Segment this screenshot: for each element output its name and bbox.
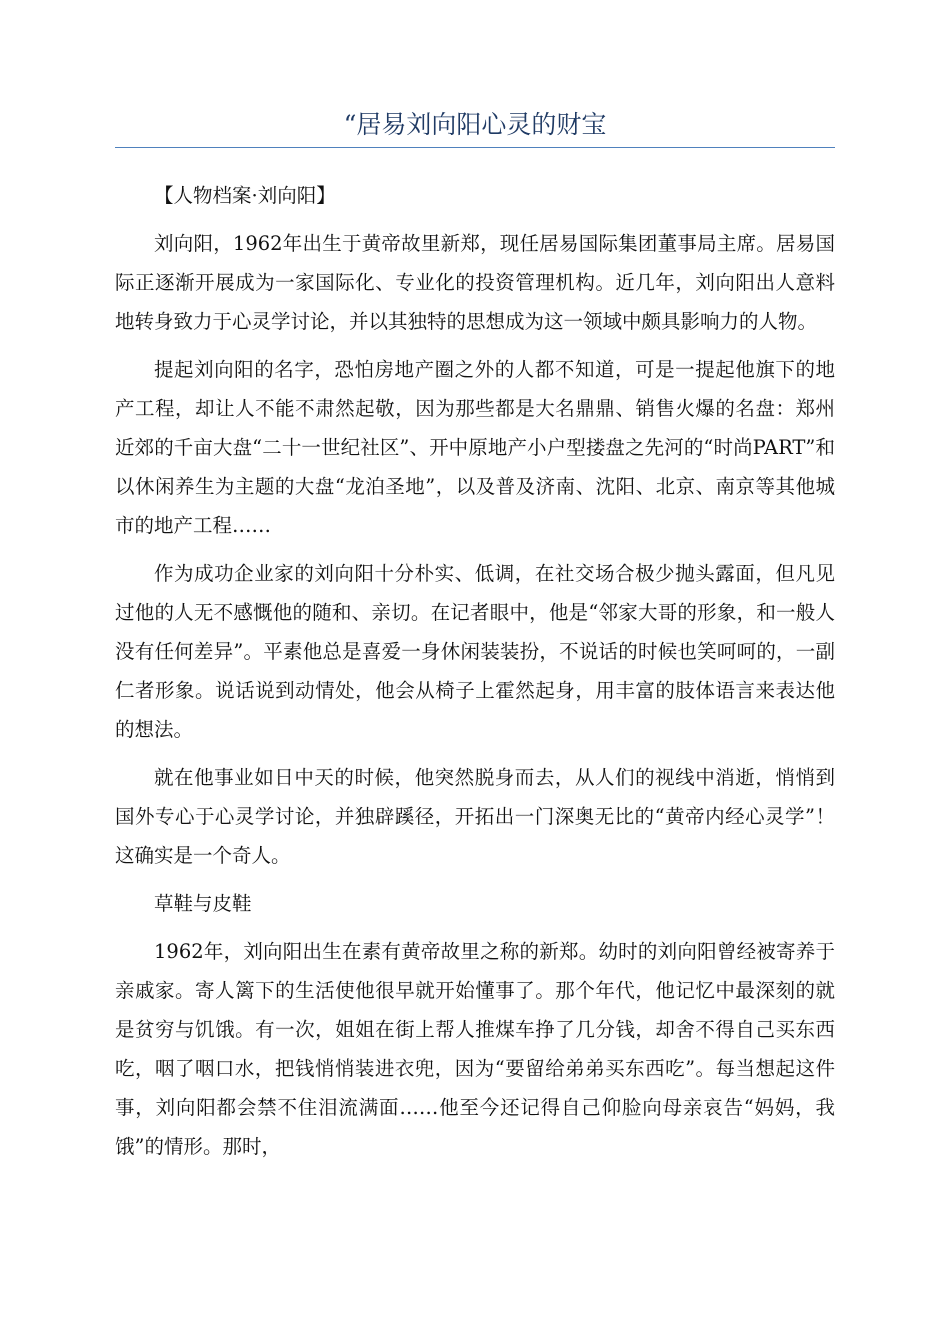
document-title: “居易刘向阳心灵的财宝 (115, 108, 835, 148)
paragraph: 1962年，刘向阳出生在素有黄帝故里之称的新郑。幼时的刘向阳曾经被寄养于亲戚家。寄人篱下的生活使他很早就开始懂事了。那个年代，他记忆中最深刻的就是贫穷与饥饿。有一次，姐姐在街上帮人推煤车挣了几分钱，却舍不得自己买东西吃，咽了咽口水，把钱悄悄装进衣兜，因为“要留给弟弟买东西吃”。每当想起这件事，刘向阳都会禁不住泪流满面……他至今还记得自己仰脸向母亲哀告“妈妈，我饿”的情形。那时， (115, 940, 835, 1158)
paragraph: 刘向阳，1962年出生于黄帝故里新郑，现任居易国际集团董事局主席。居易国际正逐渐开展成为一家国际化、专业化的投资管理机构。近几年，刘向阳出人意料地转身致力于心灵学讨论，并以其独特的思想成为这一领域中颇具影响力的人物。 (115, 232, 835, 333)
document-page (115, 108, 835, 1175)
paragraph: 就在他事业如日中天的时候，他突然脱身而去，从人们的视线中消逝，悄悄到国外专心于心灵学讨论，并独辟蹊径，开拓出一门深奥无比的“黄帝内经心灵学”！这确实是一个奇人。 (115, 766, 835, 867)
section-heading-profile: 【人物档案·刘向阳】 (154, 184, 336, 207)
paragraph: 作为成功企业家的刘向阳十分朴实、低调，在社交场合极少抛头露面，但凡见过他的人无不感慨他的随和、亲切。在记者眼中，他是“邻家大哥的形象，和一般人没有任何差异”。平素他总是喜爱一身休闲装装扮，不说话的时候也笑呵呵的，一副仁者形象。说话说到动情处，他会从椅子上霍然起身，用丰富的肢体语言来表达他的想法。 (115, 562, 835, 741)
paragraph: 提起刘向阳的名字，恐怕房地产圈之外的人都不知道，可是一提起他旗下的地产工程，却让人不能不肃然起敬，因为那些都是大名鼎鼎、销售火爆的名盘：郑州近郊的千亩大盘“二十一世纪社区”、开中原地产小户型搂盘之先河的“时尚PART”和以休闲养生为主题的大盘“龙泊圣地”，以及普及济南、沈阳、北京、南京等其他城市的地产工程…… (115, 358, 835, 537)
document-body (115, 176, 835, 1166)
section-heading: 草鞋与皮鞋 (154, 892, 252, 915)
